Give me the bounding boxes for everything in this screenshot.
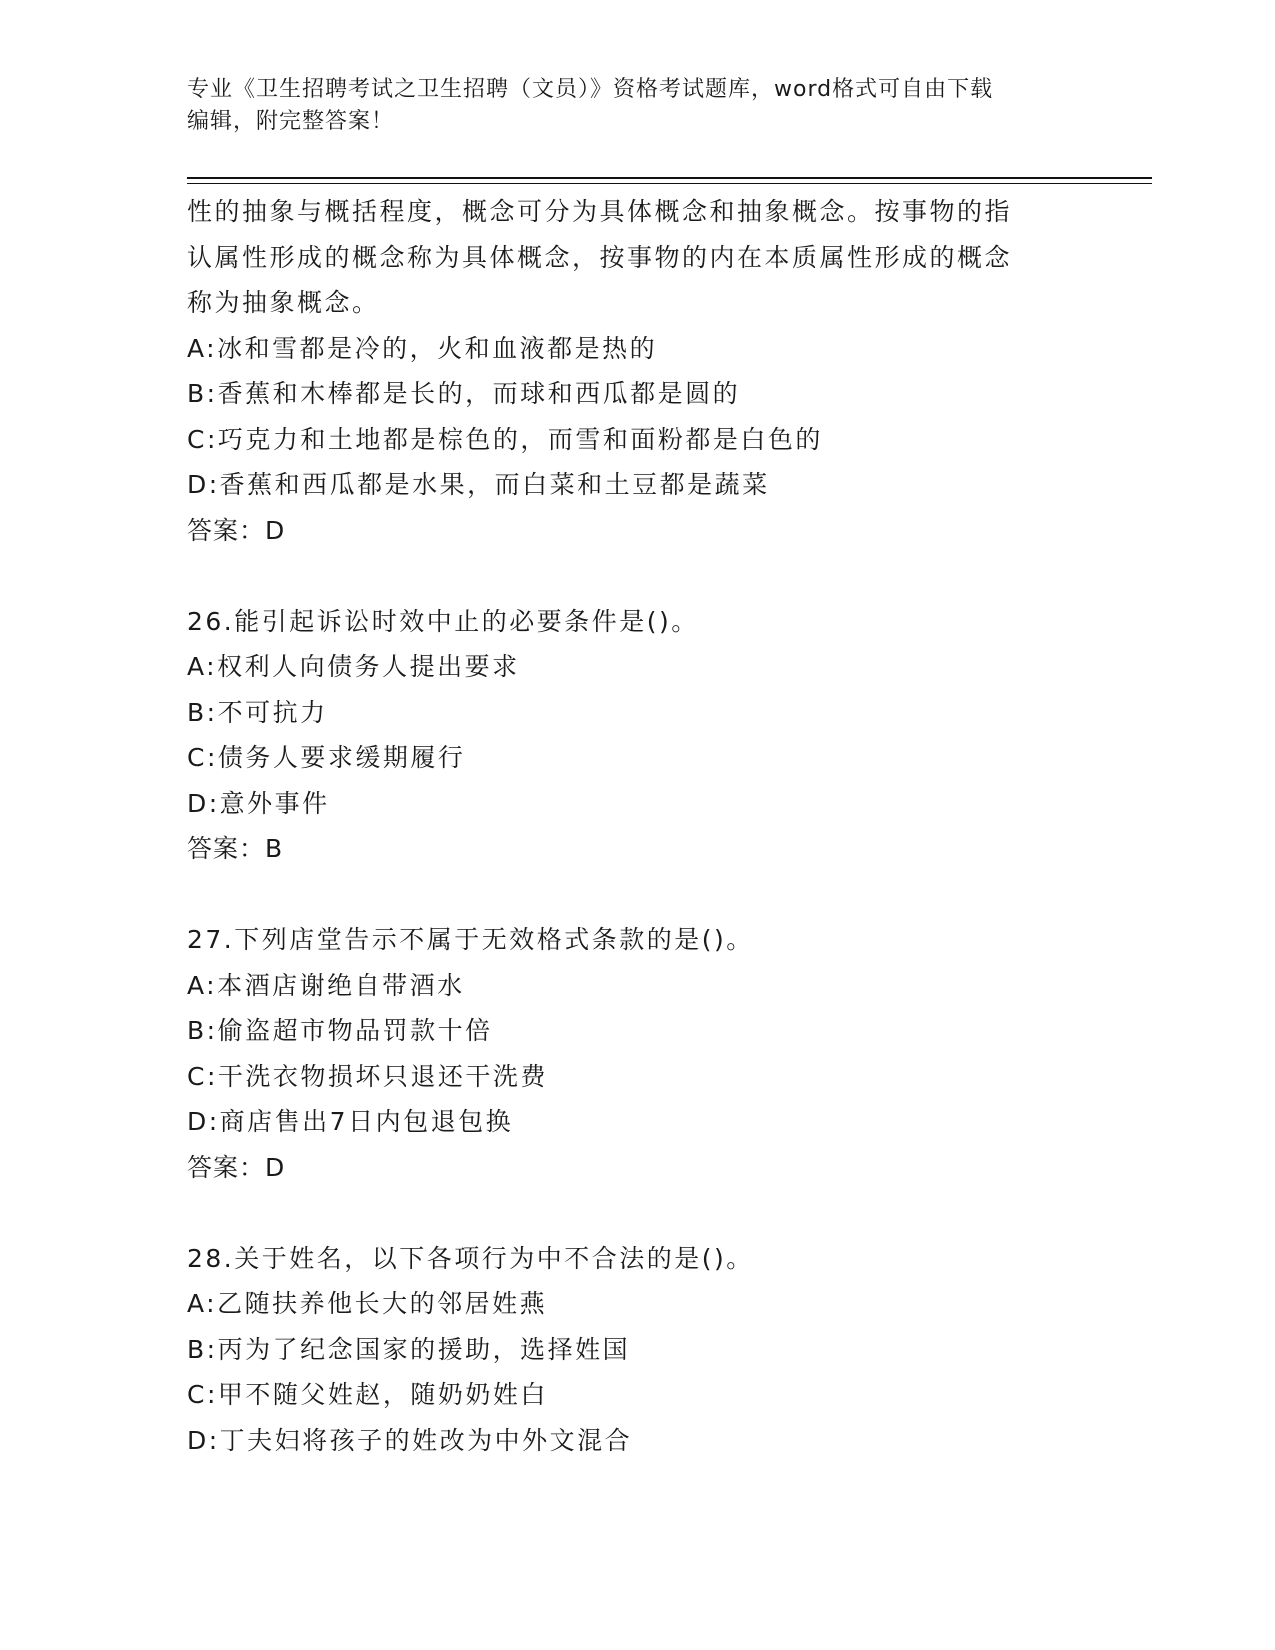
option-a: A:权利人向债务人提出要求 xyxy=(187,652,520,681)
spacer xyxy=(187,1190,1087,1236)
option-c: C:巧克力和土地都是棕色的，而雪和面粉都是白色的 xyxy=(187,424,823,454)
option-a: A:乙随扶养他长大的邻居姓燕 xyxy=(187,1289,548,1318)
answer-line: 答案：D xyxy=(187,515,286,545)
page-header xyxy=(187,74,1087,138)
option-b: B:偷盗超市物品罚款十倍 xyxy=(187,1016,493,1045)
option-a: A:冰和雪都是冷的，火和血液都是热的 xyxy=(187,333,658,363)
continuation-line: 认属性形成的概念称为具体概念，按事物的内在本质属性形成的概念 xyxy=(187,242,1013,272)
option-d: D:丁夫妇将孩子的姓改为中外文混合 xyxy=(187,1425,633,1455)
answer-line: 答案：D xyxy=(187,1152,286,1182)
header-line-2: 编辑，附完整答案！ xyxy=(187,109,395,134)
continuation-line: 性的抽象与概括程度，概念可分为具体概念和抽象概念。按事物的指 xyxy=(187,197,1013,226)
question-stem: 28.关于姓名，以下各项行为中不合法的是()。 xyxy=(187,1243,754,1273)
option-a: A:本酒店谢绝自带酒水 xyxy=(187,970,465,1000)
option-d: D:意外事件 xyxy=(187,788,330,818)
option-d: D:商店售出7日内包退包换 xyxy=(187,1107,514,1136)
spacer xyxy=(187,872,1087,918)
option-c: C:干洗衣物损坏只退还干洗费 xyxy=(187,1061,548,1091)
header-rule-thick xyxy=(187,177,1152,179)
header-rule-thin xyxy=(187,183,1152,184)
option-b: B:丙为了纪念国家的援助，选择姓国 xyxy=(187,1334,631,1364)
header-line-1: 专业《卫生招聘考试之卫生招聘（文员）》资格考试题库，word格式可自由下载 xyxy=(187,77,994,102)
document-body xyxy=(187,189,1087,1463)
option-b: B:香蕉和木棒都是长的，而球和西瓜都是圆的 xyxy=(187,379,741,408)
option-b: B:不可抗力 xyxy=(187,697,328,727)
question-stem: 26.能引起诉讼时效中止的必要条件是()。 xyxy=(187,606,699,636)
option-c: C:甲不随父姓赵，随奶奶姓白 xyxy=(187,1380,548,1409)
option-c: C:债务人要求缓期履行 xyxy=(187,743,466,772)
option-d: D:香蕉和西瓜都是水果，而白菜和土豆都是蔬菜 xyxy=(187,470,770,499)
continuation-line: 称为抽象概念。 xyxy=(187,288,380,317)
answer-line: 答案：B xyxy=(187,834,284,863)
question-stem: 27.下列店堂告示不属于无效格式条款的是()。 xyxy=(187,925,754,954)
spacer xyxy=(187,553,1087,599)
